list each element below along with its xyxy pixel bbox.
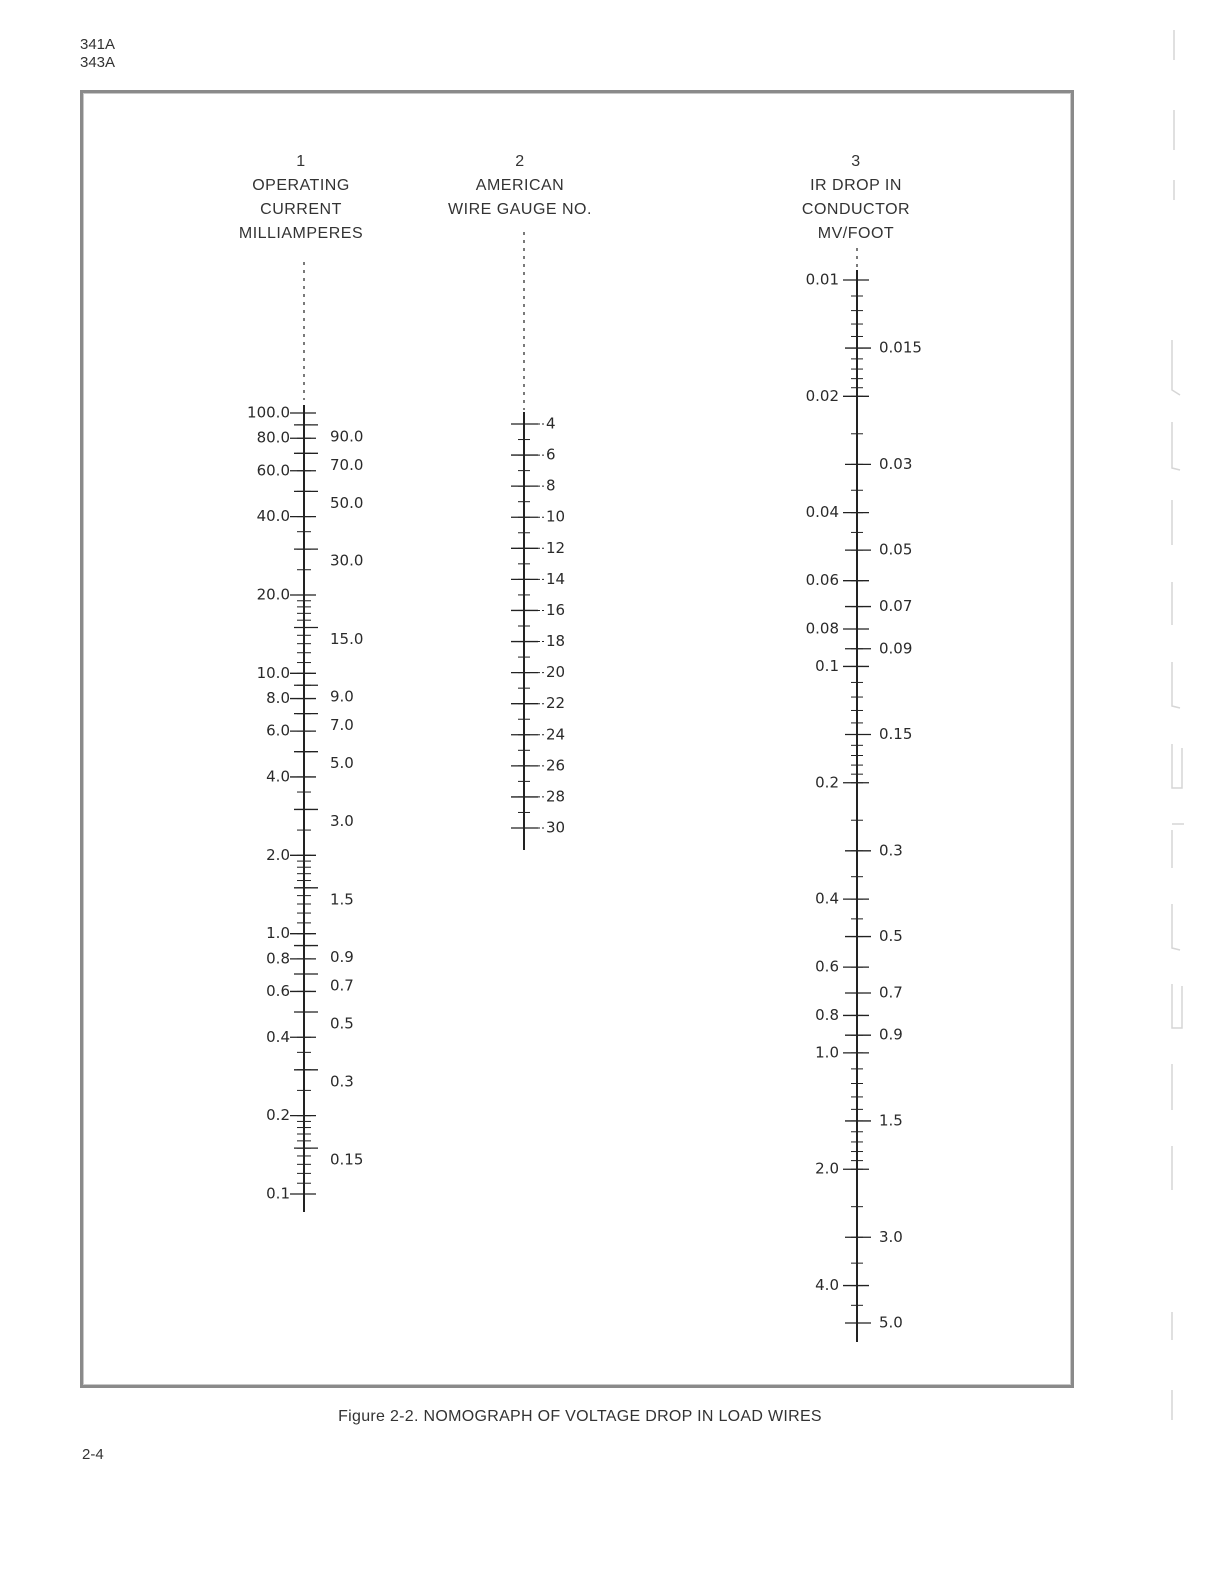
- scale-1-label-right: 30.0: [330, 551, 364, 570]
- scale-3-label-left: 2.0: [815, 1159, 839, 1178]
- scale-1-label-right: 1.5: [330, 890, 354, 909]
- scale-3-number: 3: [851, 153, 861, 170]
- scale-2-label: 6: [546, 445, 556, 464]
- scale-2-label: 18: [546, 632, 566, 651]
- scale-1-title-line: CURRENT: [260, 201, 342, 218]
- scale-1-label-left: 2.0: [266, 845, 290, 864]
- scale-1-label-left: 20.0: [256, 585, 290, 604]
- scale-3-label-left: 0.2: [815, 773, 839, 792]
- scale-1-label-left: 10.0: [256, 663, 290, 682]
- scale-1-label-right: 9.0: [330, 687, 354, 706]
- scale-3-label-left: 0.6: [815, 957, 839, 976]
- page-number: 2-4: [82, 1446, 104, 1463]
- scale-1-label-left: 0.8: [266, 949, 290, 968]
- scale-2-label: 30: [546, 818, 566, 837]
- scale-3-label-left: 0.04: [805, 503, 839, 522]
- scale-1-label-right: 0.15: [330, 1150, 364, 1169]
- scale-3-label-right: 0.015: [879, 338, 922, 357]
- scale-3-label-right: 0.07: [879, 597, 913, 616]
- scale-1-label-right: 0.7: [330, 976, 354, 995]
- scale-3-label-right: 0.15: [879, 724, 913, 743]
- scale-1-label-left: 0.4: [266, 1027, 290, 1046]
- scale-1-label-right: 3.0: [330, 811, 354, 830]
- scale-3-label-right: 1.5: [879, 1111, 903, 1130]
- scale-3-label-left: 0.8: [815, 1005, 839, 1024]
- scale-1-label-right: 15.0: [330, 629, 364, 648]
- scale-2-label: 10: [546, 507, 566, 526]
- scale-2-label: 8: [546, 476, 556, 495]
- scale-3-label-left: 0.06: [805, 571, 839, 590]
- scale-1-label-right: 70.0: [330, 455, 364, 474]
- scale-3-label-left: 0.01: [805, 270, 839, 289]
- scale-3-label-left: 0.4: [815, 889, 839, 908]
- scale-3-label-right: 3.0: [879, 1227, 903, 1246]
- scale-1-label-left: 80.0: [256, 428, 290, 447]
- scale-1-title-line: OPERATING: [252, 177, 350, 194]
- scale-3-label-right: 0.5: [879, 927, 903, 946]
- scale-3-label-left: 0.1: [815, 656, 839, 675]
- scale-2-title-line: WIRE GAUGE NO.: [448, 201, 592, 218]
- scale-2-label: 22: [546, 694, 566, 713]
- scale-2-label: 4: [546, 414, 556, 433]
- scale-1-label-right: 5.0: [330, 754, 354, 773]
- scale-2-label: 14: [546, 569, 566, 588]
- scale-1-number: 1: [296, 153, 306, 170]
- scale-2-label: 12: [546, 538, 566, 557]
- scale-2-label: 28: [546, 787, 566, 806]
- scale-3-label-left: 0.02: [805, 386, 839, 405]
- scale-1-label-left: 60.0: [256, 461, 290, 480]
- scale-3-label-right: 5.0: [879, 1313, 903, 1332]
- scale-1-label-left: 1.0: [266, 924, 290, 943]
- scale-1-label-left: 0.2: [266, 1106, 290, 1125]
- binder-edge-marks: [1168, 0, 1208, 1586]
- scale-1-label-left: 8.0: [266, 689, 290, 708]
- scale-3-title-line: CONDUCTOR: [801, 201, 911, 218]
- scale-3-title-line: IR DROP IN: [810, 177, 902, 194]
- scale-1-label-right: 0.3: [330, 1072, 354, 1091]
- scale-2-label: 24: [546, 725, 566, 744]
- scale-2-label: 20: [546, 663, 566, 682]
- scale-1-label-right: 0.5: [330, 1014, 354, 1033]
- scale-2-title-line: AMERICAN: [475, 177, 565, 194]
- scale-3-label-left: 0.08: [805, 619, 839, 638]
- scale-2-label: 16: [546, 600, 566, 619]
- scale-1-label-left: 0.1: [266, 1184, 290, 1203]
- scale-2-label: 26: [546, 756, 566, 775]
- model-line: 341A: [80, 36, 116, 53]
- scale-1-label-left: 0.6: [266, 981, 290, 1000]
- scale-1-label-left: 6.0: [266, 721, 290, 740]
- figure-caption: Figure 2-2. NOMOGRAPH OF VOLTAGE DROP IN LOAD WIRES: [338, 1408, 822, 1425]
- scale-3-label-left: 1.0: [815, 1043, 839, 1062]
- scale-1-label-right: 0.9: [330, 948, 354, 967]
- scale-3-label-right: 0.03: [879, 454, 913, 473]
- model-line: 343A: [80, 54, 116, 71]
- scale-1-label-right: 7.0: [330, 716, 354, 735]
- scale-3-title-line: MV/FOOT: [817, 225, 895, 242]
- scale-1-label-right: 90.0: [330, 427, 364, 446]
- scale-3-label-right: 0.9: [879, 1025, 903, 1044]
- scale-3-label-right: 0.7: [879, 983, 903, 1002]
- scale-1-label-left: 40.0: [256, 507, 290, 526]
- scale-3-label-right: 0.09: [879, 639, 913, 658]
- scale-1-label-left: 4.0: [266, 767, 290, 786]
- scale-2-number: 2: [515, 153, 525, 170]
- scale-3-label-right: 0.05: [879, 540, 913, 559]
- scale-1-label-right: 50.0: [330, 493, 364, 512]
- scale-3-label-right: 0.3: [879, 841, 903, 860]
- scale-1-title-line: MILLIAMPERES: [238, 225, 364, 242]
- scale-3-label-left: 4.0: [815, 1276, 839, 1295]
- scale-1-label-left: 100.0: [247, 403, 290, 422]
